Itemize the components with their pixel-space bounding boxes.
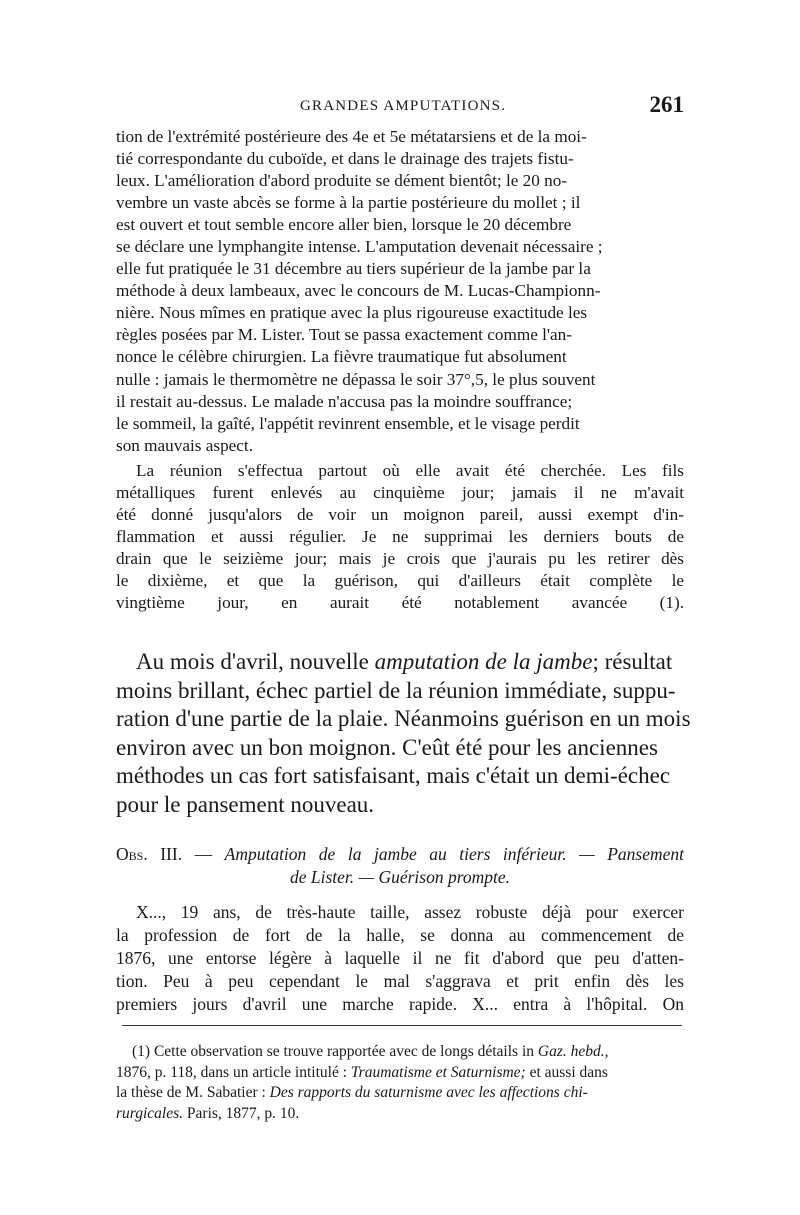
text-line: ration d'une partie de la plaie. Néanmoins guérison en un mois: [116, 706, 691, 732]
text-line: vembre un vaste abcès se forme à la partie postérieure du mollet ; il: [116, 193, 581, 213]
paragraph-3: [116, 648, 691, 820]
text-line: [116, 648, 684, 677]
text-line: flammation et aussi régulier. Je ne supprimai les derniers bouts de: [116, 527, 684, 547]
footnote-line: [116, 1063, 684, 1084]
paragraph-1: [116, 126, 684, 457]
text-line: méthode à deux lambeaux, avec le concours de M. Lucas-Championn-: [116, 281, 601, 301]
text-line: le sommeil, la gaîté, l'appétit revinrent ensemble, et le visage perdit: [116, 413, 580, 433]
text-line: pour le pansement nouveau.: [116, 791, 375, 817]
text-line: métalliques furent enlevés au cinquième jour; jamais il ne m'avait: [116, 483, 684, 503]
page-number: 261: [649, 92, 684, 117]
text-line: moins brillant, échec partiel de la réunion immédiate, suppu-: [116, 677, 676, 703]
text-run: la thèse de M. Sabatier :: [116, 1084, 270, 1102]
text-line: méthodes un cas fort satisfaisant, mais c'était un demi-échec: [116, 763, 671, 789]
text-line: X..., 19 ans, de très-haute taille, assez robuste déjà pour exercer: [136, 902, 684, 922]
observation-heading: [116, 843, 684, 889]
obs-title: Amputation de la jambe au tiers inférieur. — Pansement: [224, 844, 684, 864]
text-line: la profession de fort de la halle, se donna au commencement de: [116, 925, 684, 945]
obs-label: Obs. III. —: [116, 844, 213, 864]
footnote-line: [116, 1083, 684, 1104]
text-line: leux. L'amélioration d'abord produite se dément bientôt; le 20 no-: [116, 171, 568, 191]
italic-run: rurgicales.: [116, 1105, 184, 1123]
text-line: son mauvais aspect.: [116, 435, 253, 455]
text-run: (1) Cette observation se trouve rapportée avec de longs détails in: [132, 1043, 538, 1060]
obs-subtitle: de Lister. — Guérison prompte.: [289, 867, 511, 887]
text-line: tié correspondante du cuboïde, et dans le drainage des trajets fistu-: [116, 149, 574, 169]
text-line: été donné jusqu'alors de voir un moignon pareil, aussi exempt d'in-: [116, 505, 684, 525]
running-title: GRANDES AMPUTATIONS.: [300, 98, 507, 114]
footnote-line: [116, 1104, 684, 1125]
text-run: ; résultat: [592, 649, 673, 674]
text-line: 1876, une entorse légère à laquelle il ne fit d'abord que peu d'atten-: [116, 948, 684, 968]
footnote: [116, 1042, 684, 1125]
text-line: nière. Nous mîmes en pratique avec la plus rigoureuse exactitude les: [116, 303, 588, 323]
italic-run: Traumatisme et Saturnisme;: [350, 1063, 526, 1081]
text-line: est ouvert et tout semble encore aller bien, lorsque le 20 décembre: [116, 215, 572, 235]
paragraph-2: [116, 460, 684, 614]
text-line: nonce le célèbre chirurgien. La fièvre traumatique fut absolument: [116, 347, 567, 367]
text-run: Paris, 1877, p. 10.: [183, 1105, 300, 1123]
text-line: tion de l'extrémité postérieure des 4e et 5e métatarsiens et de la moi-: [116, 127, 587, 146]
text-line: environ avec un bon moignon. C'eût été pour les anciennes: [116, 734, 658, 760]
text-line: premiers jours d'avril une marche rapide. X... entra à l'hôpital. On: [116, 994, 684, 1014]
text-line: elle fut pratiquée le 31 décembre au tiers supérieur de la jambe par la: [116, 259, 591, 279]
text-line: il restait au-dessus. Le malade n'accusa pas la moindre souffrance;: [116, 391, 573, 411]
text-line: se déclare une lymphangite intense. L'amputation devenait nécessaire ;: [116, 237, 603, 257]
text-line: nulle : jamais le thermomètre ne dépassa le soir 37°,5, le plus souvent: [116, 369, 596, 389]
italic-run: Gaz. hebd.,: [537, 1043, 609, 1060]
obs-title-line: [116, 843, 684, 866]
italic-run: Des rapports du saturnisme avec les affections chi-: [269, 1084, 588, 1102]
text-run: Au mois d'avril, nouvelle: [136, 649, 375, 674]
italic-run: amputation de la jambe: [374, 649, 593, 674]
text-line: vingtième jour, en aurait été notablement avancée (1).: [116, 593, 684, 613]
footnote-rule: [122, 1025, 682, 1026]
page-header: [116, 92, 684, 122]
text-line: règles posées par M. Lister. Tout se passa exactement comme l'an-: [116, 325, 572, 345]
text-line: le dixième, et que la guérison, qui d'ailleurs était complète le: [116, 571, 684, 591]
obs-title-line: [116, 866, 684, 889]
text-run: et aussi dans: [525, 1063, 608, 1081]
text-line: tion. Peu à peu cependant le mal s'aggrava et prit enfin dès les: [116, 971, 684, 991]
paragraph-4: [116, 901, 684, 1016]
text-run: 1876, p. 118, dans un article intitulé :: [116, 1063, 351, 1081]
text-line: drain que le seizième jour; mais je crois que j'aurais pu les retirer dès: [116, 549, 684, 569]
footnote-line: [116, 1042, 684, 1063]
text-line: La réunion s'effectua partout où elle avait été cherchée. Les fils: [136, 461, 684, 480]
